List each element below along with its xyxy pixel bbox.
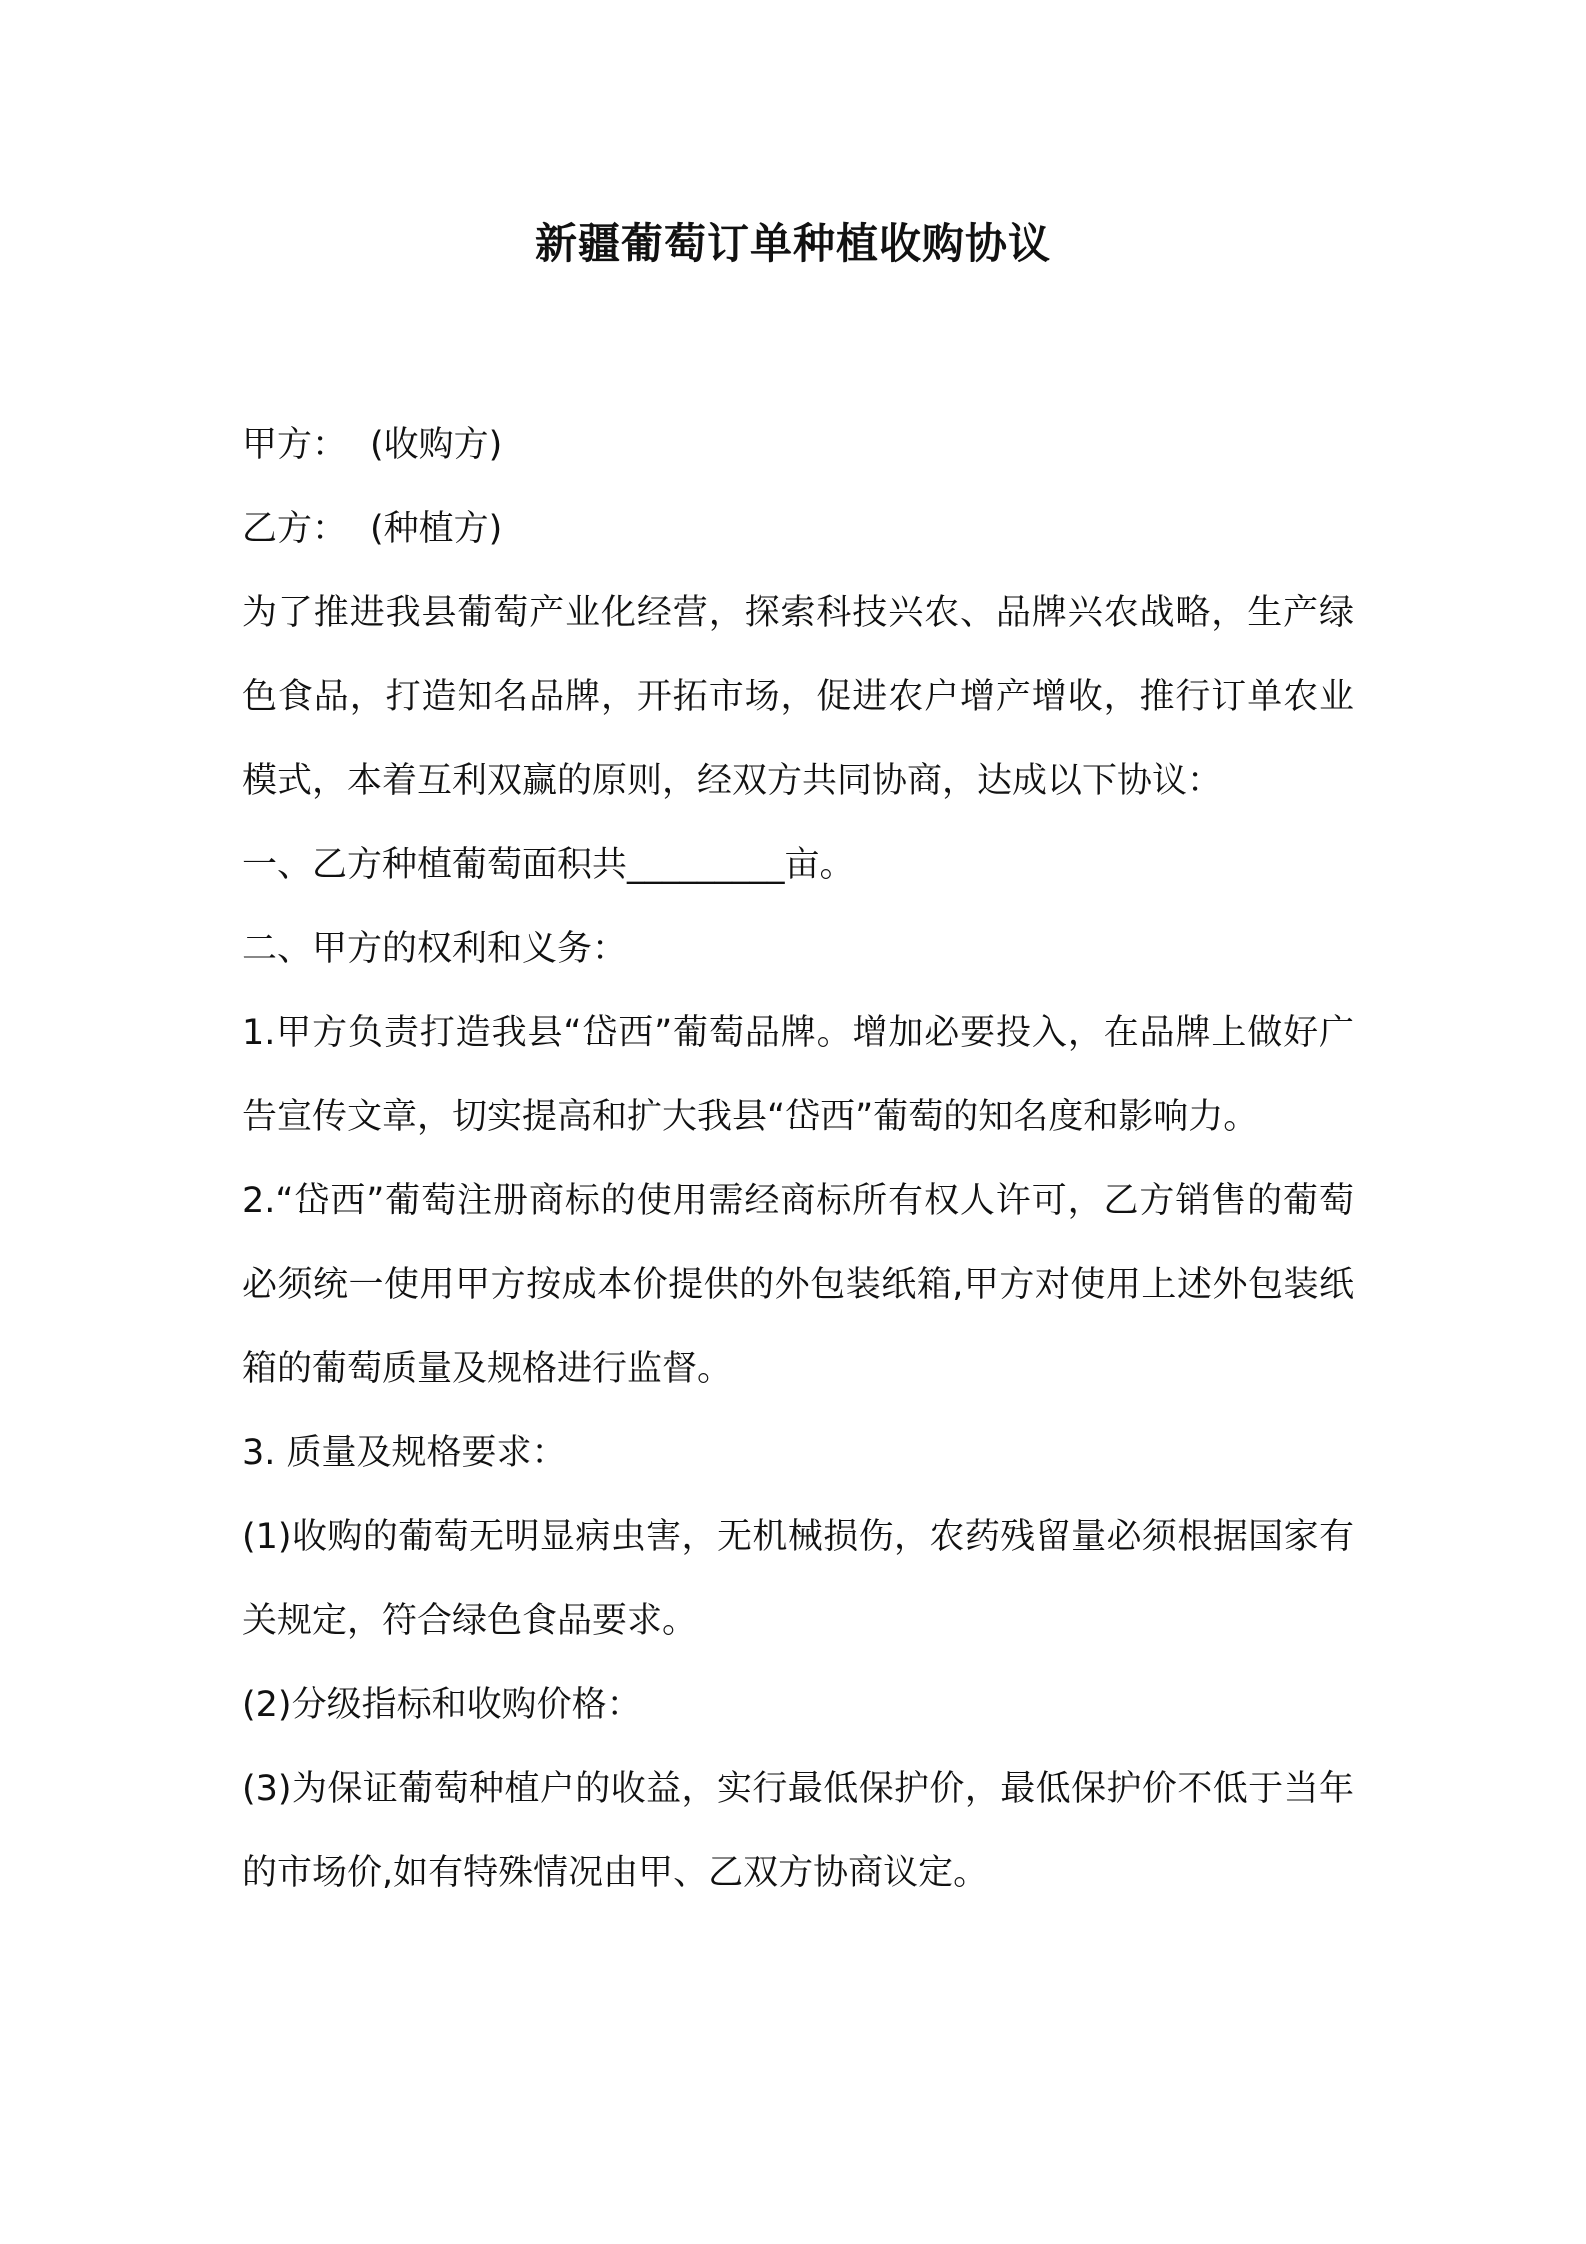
party-b-label: 乙方： — [242, 509, 348, 549]
party-a-line — [242, 403, 1354, 487]
party-b-role: (种植方) — [370, 509, 503, 549]
sub-item-3: (3)为保证葡萄种植户的收益，实行最低保护价，最低保护价不低于当年的市场价,如有特殊情况由甲、乙双方协商议定。 — [242, 1769, 1354, 1893]
party-a-label: 甲方： — [242, 425, 348, 465]
clause-item-2: 2.“岱西”葡萄注册商标的使用需经商标所有权人许可，乙方销售的葡萄必须统一使用甲方按成本价提供的外包装纸箱,甲方对使用上述外包装纸箱的葡萄质量及规格进行监督。 — [242, 1181, 1354, 1389]
clause-item-3: 3. 质量及规格要求： — [242, 1433, 567, 1473]
clause-planting-area: 一、乙方种植葡萄面积共_________亩。 — [242, 845, 855, 885]
sub-item-1: (1)收购的葡萄无明显病虫害，无机械损伤，农药残留量必须根据国家有关规定，符合绿色食品要求。 — [242, 1517, 1354, 1641]
clause-party-a-heading: 二、甲方的权利和义务： — [242, 929, 628, 969]
sub-item-2: (2)分级指标和收购价格： — [242, 1685, 642, 1725]
clause-item-1: 1.甲方负责打造我县“岱西”葡萄品牌。增加必要投入，在品牌上做好广告宣传文章，切实提高和扩大我县“岱西”葡萄的知名度和影响力。 — [242, 1013, 1354, 1137]
preamble-paragraph: 为了推进我县葡萄产业化经营，探索科技兴农、品牌兴农战略，生产绿色食品，打造知名品牌，开拓市场，促进农户增产增收，推行订单农业模式，本着互利双赢的原则，经双方共同协商，达成以下协议： — [242, 593, 1354, 801]
party-b-line — [242, 487, 1354, 571]
party-a-role: (收购方) — [370, 425, 503, 465]
document-title: 新疆葡萄订单种植收购协议 — [534, 219, 1051, 268]
document-body — [242, 403, 1354, 1915]
